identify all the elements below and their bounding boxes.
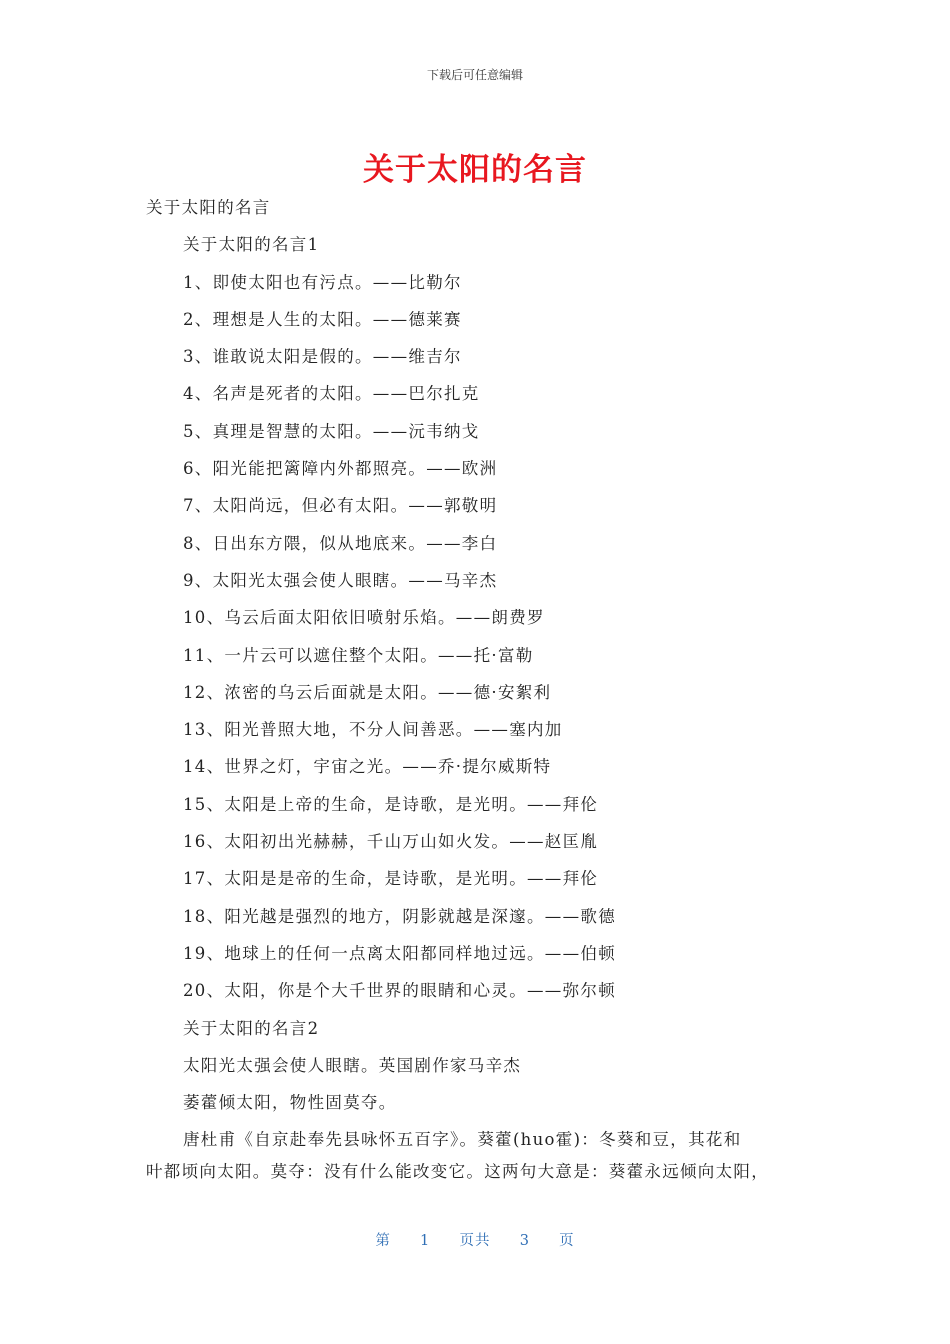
page-of-label: 页共 xyxy=(459,1233,491,1249)
quote-item: 12、浓密的乌云后面就是太阳。——德·安絮利 xyxy=(183,682,552,702)
document-body xyxy=(146,192,816,1188)
quote-item: 11、一片云可以遮住整个太阳。——托·富勒 xyxy=(183,645,534,665)
quote-item: 5、真理是智慧的太阳。——沅韦纳戈 xyxy=(183,421,480,441)
download-note: 下载后可任意编辑 xyxy=(426,68,523,82)
paragraph-line: 太阳光太强会使人眼瞎。英国剧作家马辛杰 xyxy=(183,1055,522,1075)
quote-item: 15、太阳是上帝的生命，是诗歌，是光明。——拜伦 xyxy=(183,794,599,814)
quote-item: 8、日出东方隈，似从地底来。——李白 xyxy=(183,533,498,553)
quote-item: 10、乌云后面太阳依旧喷射乐焰。——朗费罗 xyxy=(183,608,545,628)
page-total: 3 xyxy=(519,1233,530,1249)
page-number-footer xyxy=(0,1229,950,1250)
quote-item: 4、名声是死者的太阳。——巴尔扎克 xyxy=(183,384,480,404)
quote-item: 14、世界之灯，宇宙之光。——乔·提尔威斯特 xyxy=(183,757,552,777)
paragraph-line: 唐杜甫《自京赴奉先县咏怀五百字》。葵藿(huo霍)：冬葵和豆，其花和 xyxy=(183,1130,742,1150)
section-heading-1: 关于太阳的名言1 xyxy=(183,235,320,255)
page-suffix: 页 xyxy=(559,1233,575,1249)
quote-item: 7、太阳尚远，但必有太阳。——郭敬明 xyxy=(183,496,498,516)
quote-item: 9、太阳光太强会使人眼瞎。——马辛杰 xyxy=(183,570,498,590)
quote-item: 1、即使太阳也有污点。——比勒尔 xyxy=(183,272,462,292)
quote-item: 13、阳光普照大地，不分人间善恶。——塞内加 xyxy=(183,720,563,740)
quote-item: 19、地球上的任何一点离太阳都同样地过远。——伯顿 xyxy=(183,943,616,963)
quote-item: 18、阳光越是强烈的地方，阴影就越是深邃。——歌德 xyxy=(183,906,616,926)
quote-item: 6、阳光能把篱障内外都照亮。——欧洲 xyxy=(183,459,498,479)
quote-item: 3、谁敢说太阳是假的。——维吉尔 xyxy=(183,347,462,367)
section-heading-2: 关于太阳的名言2 xyxy=(183,1018,320,1038)
paragraph-line: 萎藿倾太阳，物性固莫夺。 xyxy=(183,1093,397,1113)
quote-item: 2、理想是人生的太阳。——德莱赛 xyxy=(183,309,462,329)
page-current: 1 xyxy=(420,1233,431,1249)
paragraph-line: 叶都顷向太阳。莫夺：没有什么能改变它。这两句大意是：葵藿永远倾向太阳， xyxy=(146,1162,769,1182)
intro-line: 关于太阳的名言 xyxy=(146,198,271,217)
quote-item: 17、太阳是是帝的生命，是诗歌，是光明。——拜伦 xyxy=(183,869,599,889)
document-title: 关于太阳的名言 xyxy=(363,152,587,188)
quote-item: 20、太阳，你是个大千世界的眼睛和心灵。——弥尔顿 xyxy=(183,981,616,1001)
page-label: 第 xyxy=(375,1233,391,1249)
quote-item: 16、太阳初出光赫赫，千山万山如火发。——赵匡胤 xyxy=(183,832,599,852)
